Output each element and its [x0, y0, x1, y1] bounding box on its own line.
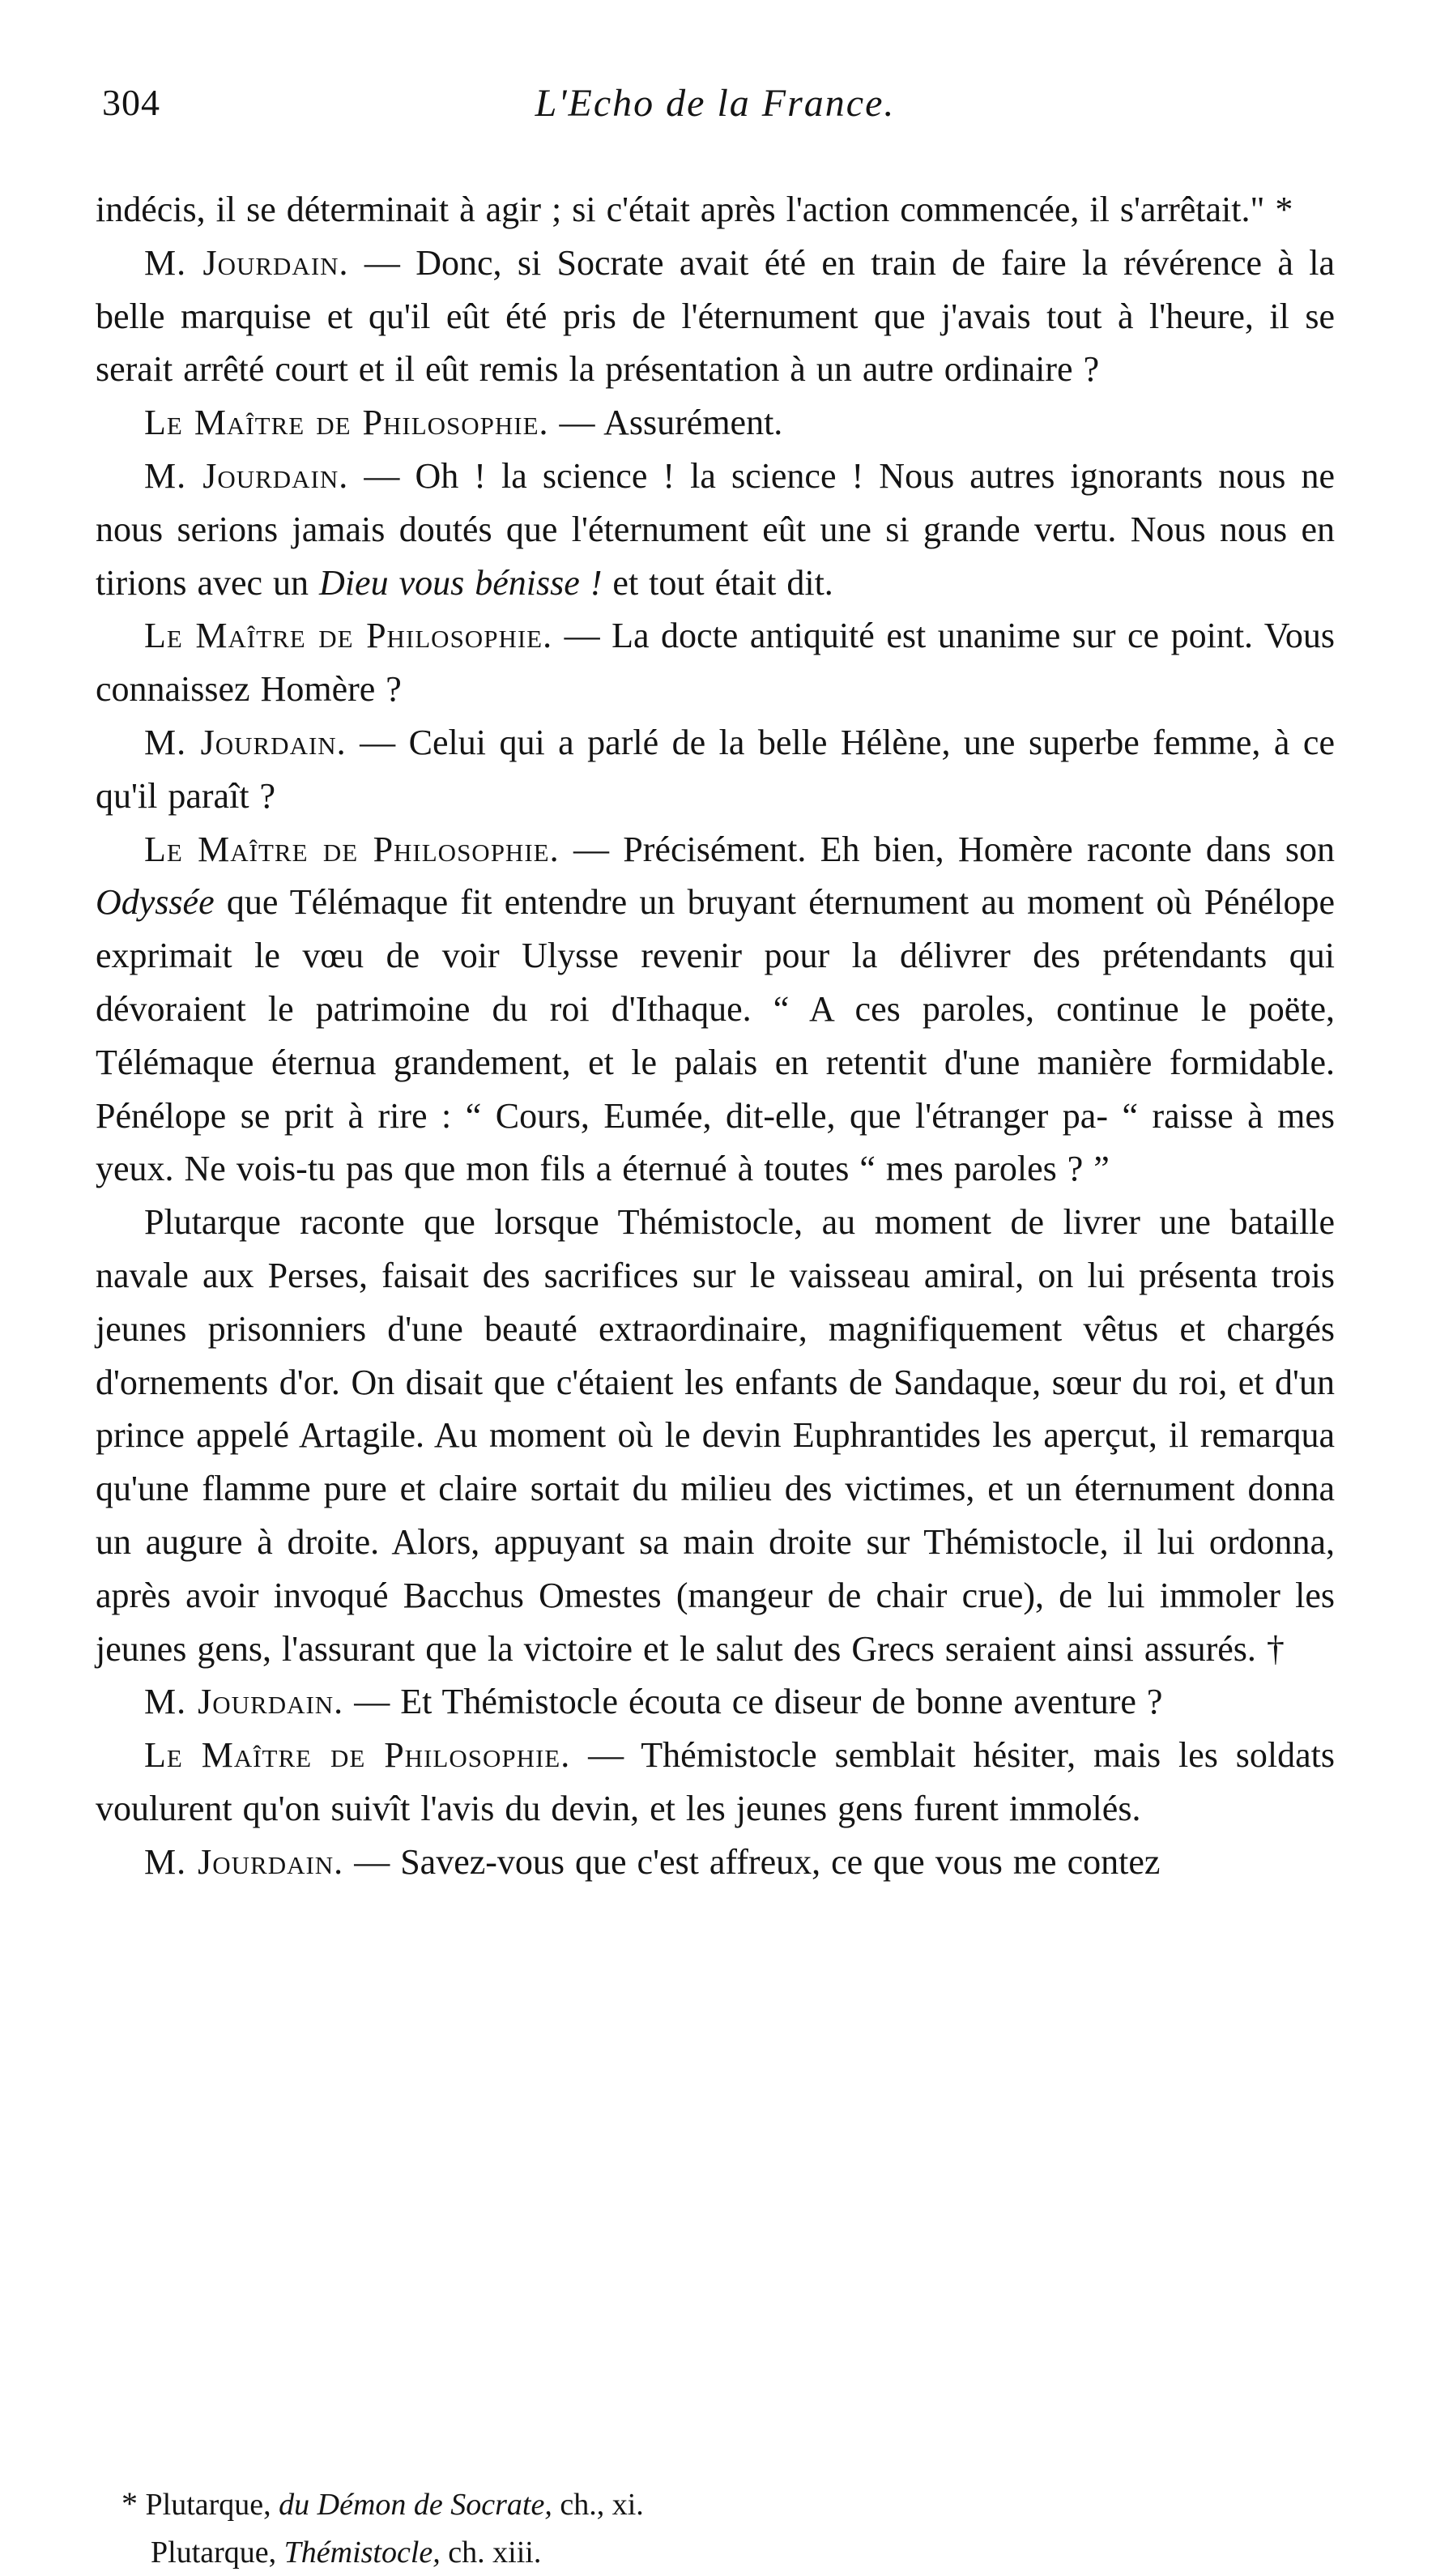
footnote-italic: du Démon de Socrate, — [279, 2488, 552, 2522]
dialogue-paragraph — [96, 823, 1335, 1196]
speaker-name: Le Maître de Philosophie. — [144, 616, 553, 656]
dialogue-paragraph — [96, 450, 1335, 609]
paragraph-text: Plutarque raconte que lorsque Thémistocle, au moment de livrer une bataille navale aux Perses, faisait des sacrifices sur le vaisseau amiral, on lui présenta trois jeunes prisonniers d'une beauté extraordinaire, magnifiquement vêtus et chargés d'ornements d'or. On disait que c'étaient les enfants de Sandaque, sœur du roi, et d'un prince appelé Artagile. Au moment où le devin Euphrantides les aperçut, il remarqua qu'une flamme pure et claire sortait du milieu des victimes, et un éternument donna un augure à droite. Alors, appuyant sa main droite sur Thémistocle, il lui ordonna, après avoir invoqué Bacchus Omestes (mangeur de chair crue), de lui immoler les jeunes gens, l'assurant que la victoire et le salut des Grecs seraient ainsi assurés. † — [96, 1202, 1335, 1669]
footnote-mark: * — [121, 2485, 138, 2522]
dialogue-text: et tout était dit. — [602, 562, 833, 603]
dialogue-text: — Et Thémistocle écouta ce diseur de bonne aventure ? — [343, 1682, 1163, 1722]
dialogue-paragraph — [96, 396, 1335, 450]
dialogue-text: — Savez-vous que c'est affreux, ce que vous me contez — [343, 1841, 1161, 1882]
footnote-text: ch., xi. — [552, 2488, 644, 2522]
dialogue-text: — Celui qui a parlé de la belle Hélène, une superbe femme, à ce qu'il paraît ? — [96, 722, 1335, 816]
dialogue-text: — Assurément. — [548, 403, 783, 443]
dialogue-paragraph — [96, 716, 1335, 823]
dialogue-paragraph — [96, 237, 1335, 396]
dialogue-paragraph — [96, 1675, 1335, 1729]
italic-title: Odyssée — [96, 882, 215, 923]
paragraph — [96, 183, 1335, 237]
dialogue-text: que Télémaque fit entendre un bruyant éternument au moment où Pénélope exprimait le vœu de voir Ulysse revenir pour la délivrer des prétendants qui dévoraient le patrimoine du roi d'Ithaque. “ A ces paroles, continue le poëte, Télémaque éternua grandement, et le palais en retentit d'une manière formidable. Pénélope se prit à rire : “ Cours, Eumée, dit-elle, que l'étranger pa- “ raisse à mes yeux. Ne vois-tu pas que mon fils a éternué à toutes “ mes paroles ? ” — [96, 882, 1335, 1189]
speaker-name: M. Jourdain. — [144, 1841, 344, 1882]
paragraph — [96, 1196, 1335, 1675]
dialogue-paragraph — [96, 609, 1335, 716]
dialogue-paragraph — [96, 1729, 1335, 1836]
speaker-name: Le Maître de Philosophie. — [144, 1735, 571, 1776]
italic-phrase: Dieu vous bénisse ! — [319, 562, 603, 603]
page-number: 304 — [102, 82, 160, 123]
dialogue-text: — Donc, si Socrate avait été en train de faire la révérence à la belle marquise et qu'il eût été pris de l'éternument que j'avais tout à l'heure, il se serait arrêté court et il eût remis la présentation à un autre ordinaire ? — [96, 242, 1335, 390]
dialogue-paragraph — [96, 1836, 1335, 1889]
paragraph-text: indécis, il se déterminait à agir ; si c'était après l'action commencée, il s'arrêtait." * — [96, 190, 1293, 229]
speaker-name: M. Jourdain. — [144, 722, 347, 762]
footnote — [151, 2529, 541, 2576]
speaker-name: Le Maître de Philosophie. — [144, 403, 549, 443]
dialogue-text: — Oh ! la science ! la science ! Nous autres ignorants nous ne nous serions jamais doutés que l'éternument eût une si grande vertu. Nous nous en tirions avec un — [96, 455, 1335, 603]
running-title: L'Echo de la France. — [535, 82, 896, 125]
speaker-name: Le Maître de Philosophie. — [144, 829, 560, 869]
dialogue-text: — Précisément. Eh bien, Homère raconte dans son — [559, 829, 1335, 869]
speaker-name: M. Jourdain. — [144, 455, 349, 496]
body-text — [96, 183, 1335, 1889]
footnote-text: ch. xiii. — [440, 2535, 542, 2570]
dialogue-text: — La docte antiquité est unanime sur ce point. Vous connaissez Homère ? — [96, 616, 1335, 710]
speaker-name: M. Jourdain. — [144, 242, 349, 283]
dialogue-text: — Thémistocle semblait hésiter, mais les soldats voulurent qu'on suivît l'avis du devin, et les jeunes gens furent immolés. — [96, 1735, 1335, 1828]
footnote-text: Plutarque, — [138, 2488, 279, 2522]
footnote — [121, 2480, 644, 2528]
footnote-text: Plutarque, — [151, 2535, 284, 2570]
footnote-italic: Thémistocle, — [283, 2535, 441, 2570]
page-header — [96, 81, 1335, 138]
speaker-name: M. Jourdain. — [144, 1682, 344, 1722]
